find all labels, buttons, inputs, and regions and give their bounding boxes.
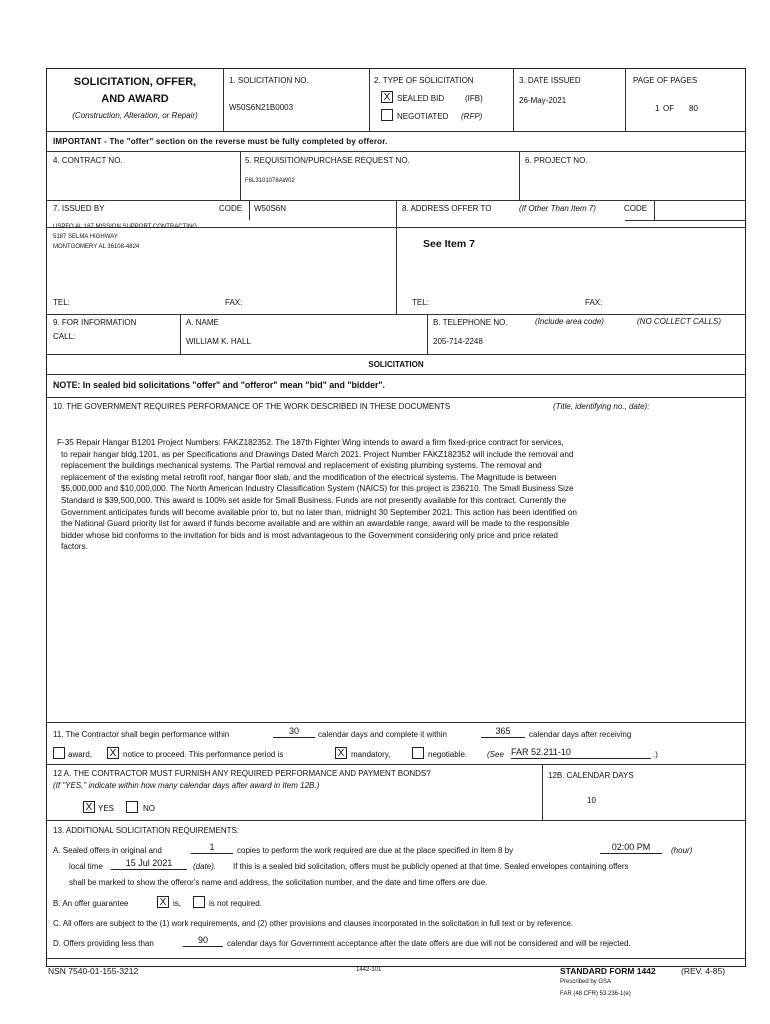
negotiable-checkbox[interactable] [412,747,424,759]
work-description-line: replacement the buildings mechanical systems. The Partial removal and replacement of existing plumbing systems. The removal and [61,461,542,471]
col-divider [654,200,655,220]
area-code-note: (Include area code) [535,317,604,326]
work-description-line: bidder whose bid conforms to the invitation for bids and is most advantageous to the Government considering only price and price related [61,530,558,540]
negotiated-checkbox[interactable] [381,109,393,121]
form-revision: (REV. 4-85) [681,966,726,976]
sealed-bid-ifb: (IFB) [465,94,483,103]
far-see-label: (See [487,750,504,759]
award-checkbox[interactable] [53,747,65,759]
solicitation-heading: SOLICITATION [368,360,424,369]
issued-by-fax-label: FAX: [225,298,243,307]
info-call-label-line1: 9. FOR INFORMATION [53,318,137,327]
item12b-label: 12B. CALENDAR DAYS [548,771,634,780]
item11-text-c: calendar days after receiving [529,730,632,739]
award-label: award, [68,750,93,759]
item13a-text4: shall be marked to show the offeror's name and address, the solicitation number, and the date and time offers are due. [69,878,488,887]
row-divider [47,397,745,398]
row-divider [47,764,745,765]
bonds-yes-checkbox[interactable]: X [83,801,95,813]
col-divider [625,69,626,131]
work-description-line: the National Guard priority list for award if funds become available and are within an awardable range, award will be made to the responsible [61,519,570,529]
form-code: 1442-101 [356,967,382,973]
col-divider [240,151,241,200]
work-description-line: Government anticipates funds will become available prior to, but no later than, midnight 30 September 2021. This action has been identified on [61,507,577,517]
prescribed-by: Prescribed by GSA [560,979,612,985]
row-divider [47,820,745,821]
bonds-no-checkbox[interactable] [126,801,138,813]
far-citation: FAR (48 CFR) 53.236-1(e) [560,991,631,997]
col-divider [223,69,224,131]
far-close: .) [653,750,658,759]
item13d-text2: calendar days for Government acceptance after the date offers are due will not be considered and will be rejected. [227,939,631,948]
row-divider [47,151,745,152]
contact-name-value: WILLIAM K. HALL [186,337,251,346]
days-begin-field[interactable]: 30 [273,726,315,738]
work-description-line: $5,000,000 and $10,000,000. The North American Industry Classification System (NAICS) for this project is 236210. The Small Business Size [61,484,574,494]
item13a-text1: A. Sealed offers in original and [53,846,162,855]
issued-by-code: W50S6N [254,204,287,213]
sealed-bid-label: SEALED BID [397,94,445,103]
item13b-text1: B. An offer guarantee [53,899,129,908]
solicitation-no-label: 1. SOLICITATION NO. [229,76,309,85]
contact-name-label: A. NAME [186,318,219,327]
solicitation-form [46,68,746,967]
negotiable-label: negotiable. [428,750,468,759]
mandatory-checkbox[interactable]: X [335,747,347,759]
contract-no-label: 4. CONTRACT NO. [53,156,123,165]
work-description-line: replacement of the existing metal retrofit roof, hangar floor slab, and the modification of the electrical systems. The Magnitude is between [61,472,557,482]
row-divider [47,374,745,375]
days-complete-field[interactable]: 365 [481,726,525,738]
item12a-label: 12 A. THE CONTRACTOR MUST FURNISH ANY REQUIRED PERFORMANCE AND PAYMENT BONDS? [53,769,431,778]
item13-label: 13. ADDITIONAL SOLICITATION REQUIREMENTS: [53,826,240,835]
item10-label: 10. THE GOVERNMENT REQUIRES PERFORMANCE OF THE WORK DESCRIBED IN THESE DOCUMENTS [53,402,451,411]
date-issued-value: 26-May-2021 [519,96,567,105]
row-divider [47,354,745,355]
bonds-no-label: NO [143,804,155,813]
issued-by-code-label: CODE [219,204,243,213]
telephone-value: 205-714-2248 [433,337,483,346]
row-divider [47,722,745,723]
date-label: (date). [193,862,217,871]
guarantee-is-label: is, [173,899,181,908]
col-divider [180,314,181,354]
form-title-line2: AND AWARD [101,93,169,105]
item12a-note: (If "YES," indicate within how many calendar days after award in Item 12B.) [53,781,320,790]
due-time-field[interactable]: 02:00 PM [600,842,662,854]
item13c-text: C. All offers are subject to the (1) work requirements, and (2) other provisions and clauses incorporated in the solicitation in full text or by reference. [53,919,574,928]
page-total: 80 [689,104,698,113]
mandatory-label: mandatory, [351,750,391,759]
sealed-bid-note: NOTE: In sealed bid solicitations "offer" and "offeror" mean "bid" and "bidder". [53,380,386,390]
row-divider [47,131,745,132]
col-divider [396,200,397,314]
col-divider [249,200,250,220]
row-divider [47,314,745,315]
issued-by-label: 7. ISSUED BY [53,204,105,213]
work-description-line: to repair hangar bldg.1201, as per Specifications and Drawings Dated March 2021. Project Number FAKZ182352 will include the removal and [61,449,574,459]
item12b-days: 10 [587,796,596,805]
guarantee-not-label: is not required. [209,899,262,908]
type-of-solicitation-label: 2. TYPE OF SOLICITATION [374,76,474,85]
no-collect-calls: (NO COLLECT CALLS) [637,317,722,326]
requisition-no-value: F6L3101078AW02 [245,178,295,184]
negotiated-rfp: (RFP) [461,112,483,121]
sealed-bid-checkbox[interactable]: X [381,91,393,103]
nsn-number: NSN 7540-01-155-3212 [48,966,139,976]
far-reference-field[interactable]: FAR 52.211-10 [511,747,651,759]
row-divider [47,958,745,959]
due-date-field[interactable]: 15 Jul 2021 [111,858,187,870]
col-divider [513,69,514,131]
notice-to-proceed-label: notice to proceed. This performance period is [123,750,284,759]
bonds-yes-label: YES [98,804,115,813]
form-subtitle: (Construction, Alteration, or Repair) [72,111,198,120]
code-box-bottom [625,220,745,221]
item10-note: (Title, identifying no., date): [553,402,650,411]
local-time-label: local time [69,862,103,871]
page-number: 1 [655,104,660,113]
guarantee-not-checkbox[interactable] [193,896,205,908]
issued-by-tel-label: TEL: [53,298,70,307]
project-no-label: 6. PROJECT NO. [525,156,588,165]
requisition-no-label: 5. REQUISITION/PURCHASE REQUEST NO. [245,156,410,165]
telephone-label: B. TELEPHONE NO. [433,318,508,327]
info-call-label-line2: CALL: [53,332,76,341]
important-notice: IMPORTANT - The "offer" section on the reverse must be fully completed by offeror. [53,137,388,146]
work-description-line: F-35 Repair Hangar B1201 Project Numbers: FAKZ182352. The 187th Fighter Wing intends to award a firm fixed-price contract for services, [57,438,564,447]
issued-by-address-line2: 5187 SELMA HIGHWAY [53,234,118,240]
work-description-line: factors. [61,542,88,552]
copies-field[interactable]: 1 [191,842,233,854]
col-divider [519,151,520,200]
col-divider [542,764,543,820]
address-offer-label: 8. ADDRESS OFFER TO [402,204,492,213]
page-of-pages-label: PAGE OF PAGES [633,76,698,85]
page-of-label: OF [663,104,675,113]
acceptance-days-field[interactable]: 90 [183,935,223,947]
item13a-text3: If this is a sealed bid solicitation, offers must be publicly opened at that time. Sealed envelopes containing offers [233,862,629,871]
date-issued-label: 3. DATE ISSUED [519,76,581,85]
address-offer-see-item: See Item 7 [423,238,475,250]
item11-text-a: 11. The Contractor shall begin performance within [53,730,230,739]
form-name: STANDARD FORM 1442 [560,966,656,976]
item13d-text1: D. Offers providing less than [53,939,154,948]
address-offer-tel-label: TEL: [412,298,429,307]
issued-by-address-line1: USPFO AL 187 MISSION SUPPORT CONTRACTING [53,224,197,230]
issued-by-address-line3: MONTGOMERY AL 36108-4824 [53,244,140,250]
notice-to-proceed-checkbox[interactable]: X [107,747,119,759]
col-divider [369,69,370,131]
work-description-line: Standard is $39,500,000. This award is 100% set aside for Small Business. Funds are not presently available for this contract. Currently the [61,496,567,505]
address-offer-fax-label: FAX: [585,298,603,307]
col-divider [427,314,428,354]
address-offer-note: (If Other Than Item 7) [519,204,596,213]
address-offer-code-label: CODE [624,204,648,213]
negotiated-label: NEGOTIATED [397,112,449,121]
item13a-text2: copies to perform the work required are due at the place specified in Item 8 by [237,846,514,855]
guarantee-is-checkbox[interactable]: X [157,896,169,908]
hour-label: (hour) [671,846,693,855]
form-title-line1: SOLICITATION, OFFER, [73,76,197,88]
item11-text-b: calendar days and complete it within [318,730,447,739]
solicitation-no-value: W50S6N21B0003 [229,103,294,112]
